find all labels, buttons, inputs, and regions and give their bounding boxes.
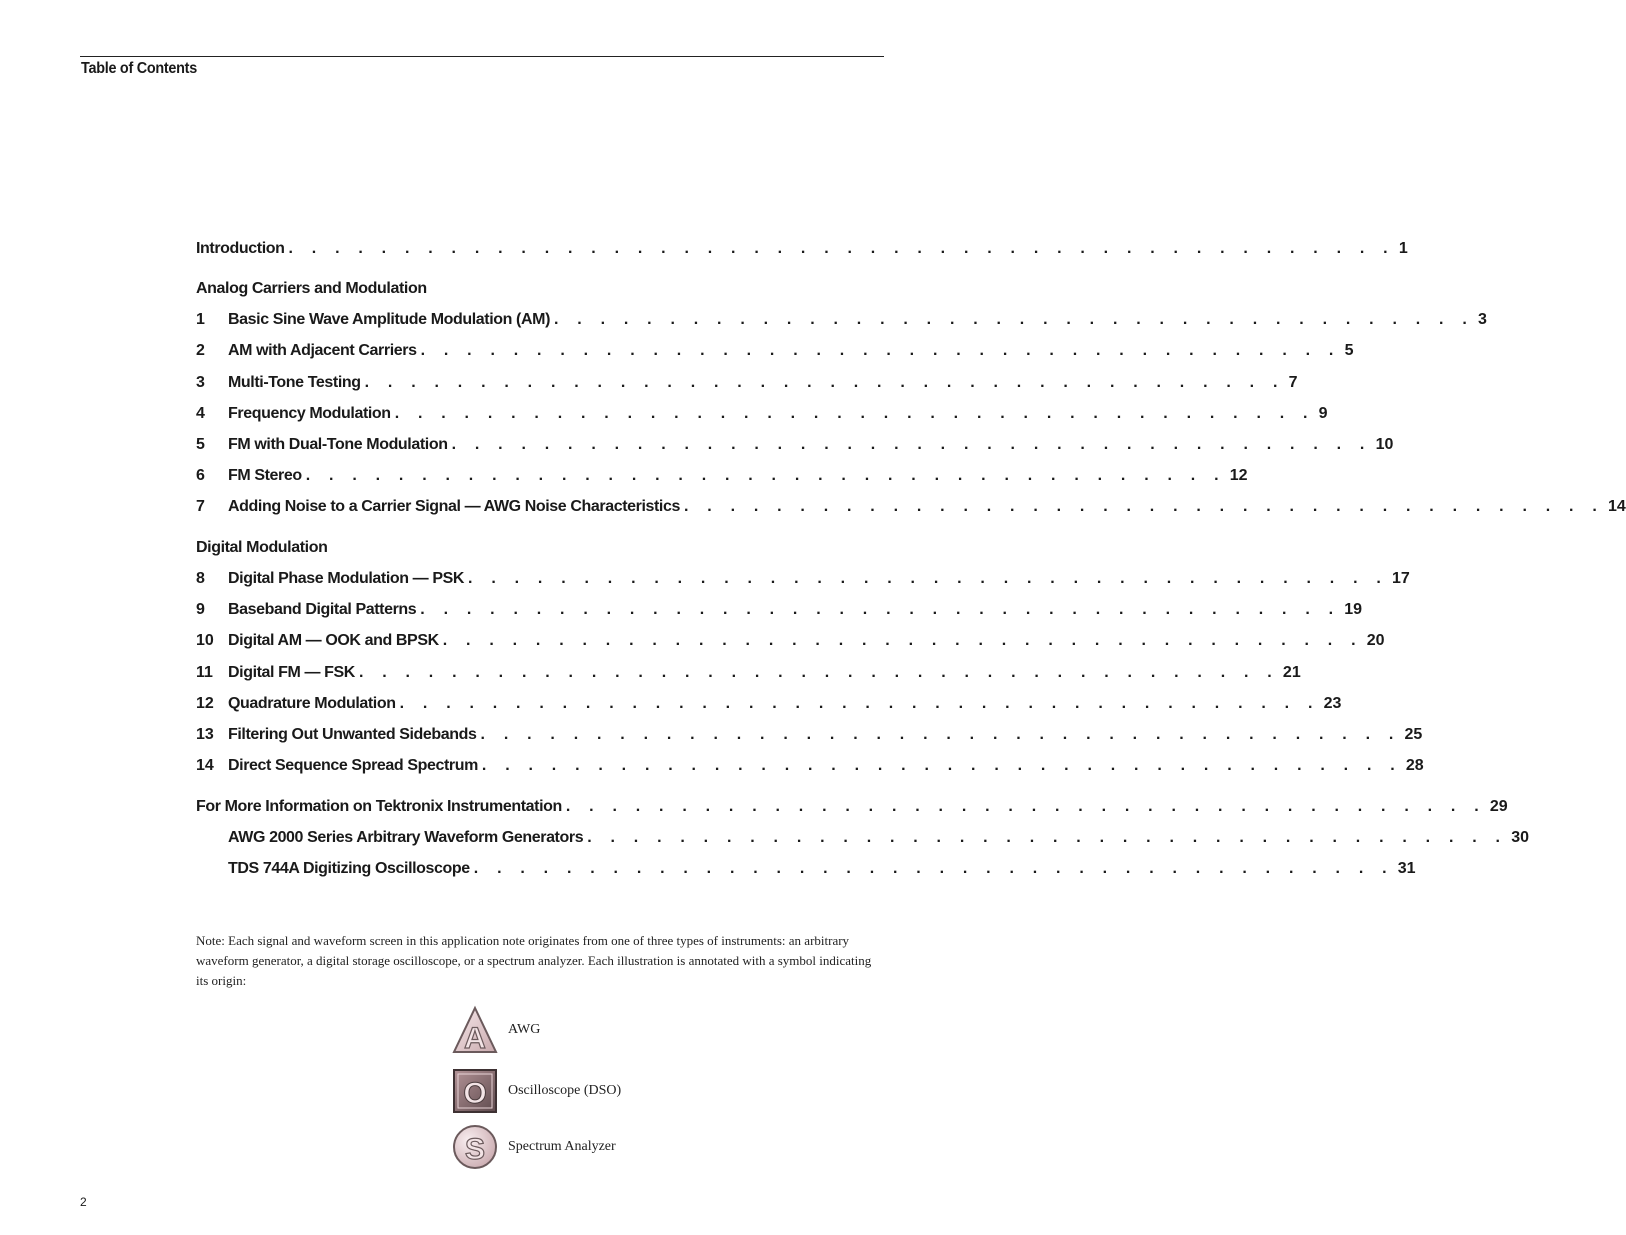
triangle-a-icon <box>452 1006 498 1054</box>
toc-entry-number: 8 <box>196 570 205 587</box>
legend-label: Spectrum Analyzer <box>508 1139 616 1154</box>
toc-entry-page: 17 <box>1392 570 1410 587</box>
toc-entry-number: 10 <box>196 632 214 649</box>
toc-entry-page: 30 <box>1511 829 1529 846</box>
toc-leader-dots: . . . . . . . . . . . . . . . . . . . . . . . . . . . . . . . . . . . . . . . . <box>587 829 1508 846</box>
toc-entry-page: 20 <box>1366 632 1385 649</box>
toc-entry[interactable] <box>196 693 1342 715</box>
toc-entry-page: 7 <box>1288 374 1298 391</box>
toc-entry-page: 5 <box>1344 342 1354 359</box>
toc-entry-number: 6 <box>196 467 205 484</box>
toc-entry[interactable] <box>196 568 1410 590</box>
toc-entry-number: 9 <box>196 601 205 618</box>
toc-entry-number: 7 <box>196 498 205 515</box>
toc-entry[interactable] <box>196 599 1363 621</box>
toc-entry[interactable] <box>196 340 1354 362</box>
toc-entry-page: 25 <box>1404 726 1423 743</box>
toc-entry-title: AM with Adjacent Carriers <box>228 342 417 359</box>
toc-entry[interactable] <box>196 465 1248 487</box>
toc-entry-title: Basic Sine Wave Amplitude Modulation (AM) <box>228 311 550 328</box>
toc-leader-dots: . . . . . . . . . . . . . . . . . . . . . . . . . . . . . . . . . . . . . . . . <box>420 601 1341 618</box>
toc-entry-introduction[interactable] <box>196 238 1408 260</box>
toc-leader-dots: . . . . . . . . . . . . . . . . . . . . . . . . . . . . . . . . . . . . . . . . <box>442 632 1363 649</box>
toc-entry-title: Frequency Modulation <box>228 405 391 422</box>
toc-leader-dots: . . . . . . . . . . . . . . . . . . . . . . . . . . . . . . . . . . . . . . . . <box>305 467 1226 484</box>
toc-entry-page: 10 <box>1375 436 1394 453</box>
toc-entry[interactable] <box>196 309 1487 331</box>
toc-entry-number: 2 <box>196 342 205 359</box>
toc-entry-number: 13 <box>196 726 214 743</box>
toc-entry[interactable] <box>196 496 1626 518</box>
toc-entry[interactable] <box>196 724 1423 746</box>
toc-entry-number: 11 <box>196 664 213 681</box>
toc-entry-number: 4 <box>196 405 205 422</box>
toc-entry-title: Digital FM — FSK <box>228 664 355 681</box>
toc-entry-title: FM with Dual-Tone Modulation <box>228 436 448 453</box>
toc-entry-number: 5 <box>196 436 205 453</box>
page-number: 2 <box>80 1195 87 1209</box>
legend-label: Oscilloscope (DSO) <box>508 1083 622 1098</box>
toc-entry-title: Filtering Out Unwanted Sidebands <box>228 726 477 743</box>
toc-entry-title: Digital Phase Modulation — PSK <box>228 570 465 587</box>
legend-label: AWG <box>508 1022 541 1037</box>
legend-item-awg <box>452 1006 540 1054</box>
svg-text:S: S <box>464 1133 486 1166</box>
toc-subentry[interactable] <box>196 858 1416 880</box>
legend-item-oscilloscope <box>452 1068 621 1114</box>
toc-entry-page: 3 <box>1477 311 1487 328</box>
svg-text:A: A <box>464 1022 486 1055</box>
toc-entry[interactable] <box>196 755 1424 777</box>
toc-entry-title: TDS 744A Digitizing Oscilloscope <box>228 860 470 877</box>
instrument-note: Note: Each signal and waveform screen in this application note originates from one of three types of instruments: an arbitrary waveform generator, a digital storage oscilloscope, or a spectrum analyzer. Each illustration is annotated with a symbol indicating its origin: <box>196 933 872 988</box>
toc-entry-page: 19 <box>1344 601 1363 618</box>
toc-entry-title: FM Stereo <box>228 467 302 484</box>
toc-entry-title: Multi-Tone Testing <box>228 374 361 391</box>
legend-item-spectrum <box>452 1124 616 1170</box>
toc-entry-title: Digital AM — OOK and BPSK <box>228 632 439 649</box>
toc-subentry[interactable] <box>196 827 1529 849</box>
toc-leader-dots: . . . . . . . . . . . . . . . . . . . . . . . . . . . . . . . . . . . . . . . . <box>554 311 1474 328</box>
toc-leader-dots: . . . . . . . . . . . . . . . . . . . . . . . . . . . . . . . . . . . . . . . . <box>480 726 1401 743</box>
toc-entry-page: 23 <box>1323 695 1342 712</box>
toc-entry-number: 3 <box>196 374 205 391</box>
toc-entry-title: Introduction <box>196 240 285 257</box>
toc-entry-page: 1 <box>1398 240 1408 257</box>
toc-leader-dots: . . . . . . . . . . . . . . . . . . . . . . . . . . . . . . . . . . . . . . . . <box>394 405 1315 422</box>
toc-entry[interactable] <box>196 403 1328 425</box>
toc-entry-number: 1 <box>196 311 205 328</box>
toc-section-heading: Digital Modulation <box>196 539 328 556</box>
svg-text:O: O <box>463 1077 487 1110</box>
toc-leader-dots: . . . . . . . . . . . . . . . . . . . . . . . . . . . . . . . . . . . . . . . . <box>420 342 1341 359</box>
toc-leader-dots: . . . . . . . . . . . . . . . . . . . . . . . . . . . . . . . . . . . . . . . . <box>565 798 1486 815</box>
toc-entry[interactable] <box>196 662 1301 684</box>
page-header-title: Table of Contents <box>81 60 197 77</box>
toc-entry-page: 29 <box>1489 798 1508 815</box>
toc-entry-page: 12 <box>1229 467 1248 484</box>
toc-entry-title: AWG 2000 Series Arbitrary Waveform Generators <box>228 829 584 846</box>
toc-entry-title: For More Information on Tektronix Instrumentation <box>196 798 562 815</box>
square-o-icon <box>452 1068 498 1114</box>
toc-entry-more-info[interactable] <box>196 796 1508 818</box>
toc-entry-number: 14 <box>196 757 214 774</box>
toc-section-heading: Analog Carriers and Modulation <box>196 280 427 297</box>
toc-entry-page: 31 <box>1397 860 1416 877</box>
toc-entry[interactable] <box>196 372 1298 394</box>
toc-entry-title: Direct Sequence Spread Spectrum <box>228 757 478 774</box>
toc-entry-title: Baseband Digital Patterns <box>228 601 417 618</box>
toc-entry-title: Quadrature Modulation <box>228 695 396 712</box>
toc-leader-dots: . . . . . . . . . . . . . . . . . . . . . . . . . . . . . . . . . . . . . . . . <box>451 436 1372 453</box>
toc-entry[interactable] <box>196 630 1385 652</box>
toc-leader-dots: . . . . . . . . . . . . . . . . . . . . . . . . . . . . . . . . . . . . . . . . <box>473 860 1394 877</box>
toc-entry-page: 28 <box>1405 757 1424 774</box>
toc-leader-dots: . . . . . . . . . . . . . . . . . . . . . . . . . . . . . . . . . . . . . . . . <box>364 374 1285 391</box>
toc-entry[interactable] <box>196 434 1394 456</box>
toc-leader-dots: . . . . . . . . . . . . . . . . . . . . . . . . . . . . . . . . . . . . . . . . <box>683 498 1604 515</box>
circle-s-icon <box>452 1124 498 1170</box>
toc-leader-dots: . . . . . . . . . . . . . . . . . . . . . . . . . . . . . . . . . . . . . . . . <box>468 570 1389 587</box>
header-rule <box>80 56 884 57</box>
toc-entry-page: 9 <box>1318 405 1328 422</box>
toc-entry-number: 12 <box>196 695 214 712</box>
toc-leader-dots: . . . . . . . . . . . . . . . . . . . . . . . . . . . . . . . . . . . . . . . . <box>358 664 1279 681</box>
toc-entry-title: Adding Noise to a Carrier Signal — AWG Noise Characteristics <box>228 498 680 515</box>
toc-entry-page: 14 <box>1607 498 1626 515</box>
toc-leader-dots: . . . . . . . . . . . . . . . . . . . . . . . . . . . . . . . . . . . . . . . . <box>399 695 1320 712</box>
toc-leader-dots: . . . . . . . . . . . . . . . . . . . . . . . . . . . . . . . . . . . . . . . . . . . . . . . . <box>288 240 1395 257</box>
toc-leader-dots: . . . . . . . . . . . . . . . . . . . . . . . . . . . . . . . . . . . . . . . . <box>481 757 1402 774</box>
toc-entry-page: 21 <box>1282 664 1301 681</box>
